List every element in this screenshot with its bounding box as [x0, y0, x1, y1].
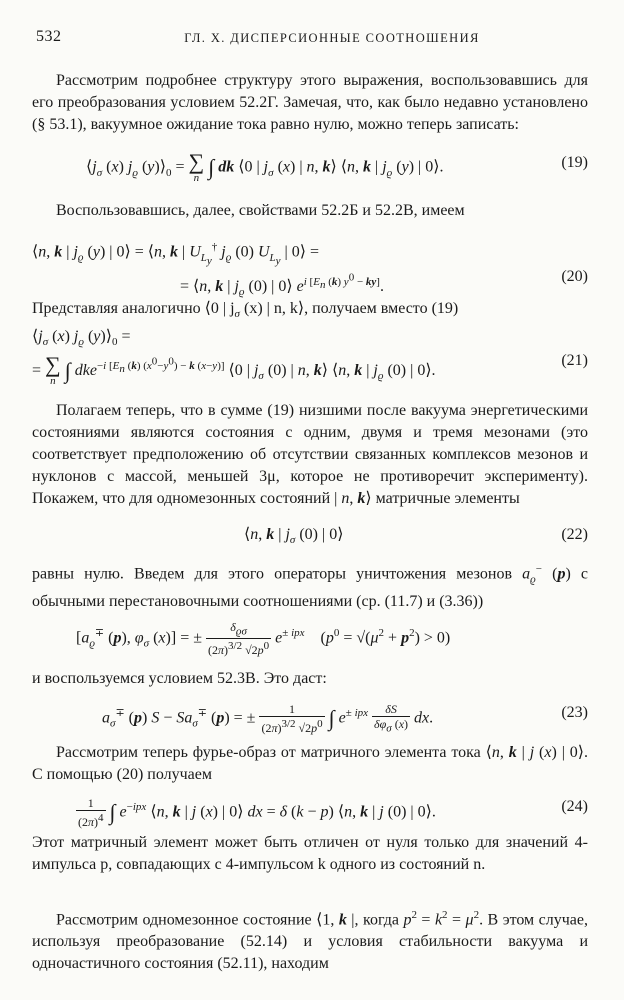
running-header	[0, 28, 624, 52]
paragraph-6: и воспользуемся условием 52.3В. Это даст:	[32, 670, 327, 687]
paragraph-9-tail: В этом случае, используя преобразование (52.14) и условия стабильности вакуума и одночастичного состояния (52.11), находим	[32, 911, 588, 973]
equation-number-22: (22)	[561, 526, 588, 543]
paragraph-9-text: Рассмотрим одномезонное состояние	[56, 911, 312, 929]
equation-number-21: (21)	[561, 352, 588, 369]
running-title: ГЛ. X. ДИСПЕРСИОННЫЕ СООТНОШЕНИЯ	[184, 31, 480, 45]
paragraph-1: Рассмотрим подробнее структуру этого выражения, воспользовавшись для его преобразования условием 52.2Г. Замечая, что, как было недавно установлено (§ 53.1), вакуумное ожидание тока равно нулю, можно теперь записать:	[32, 72, 588, 133]
equation-commutator-body: [$a_ϱ^\mp$ (p), $\varphi_\sigma$ (x)] = ± $\frac{\delta_{ϱ\sigma}}{(2\pi)^{3/2} √2p^0}$ $e^{\pm ipx}$ $(p^0 = √(\mu^2 + p^2) > 0)$	[76, 620, 451, 658]
paragraph-5-tail: с обычными перестановочными соотношениями (ср. (11.7) и (3.36))	[32, 565, 589, 610]
equation-number-20: (20)	[561, 268, 588, 285]
equation-23-body: $a_\sigma^\mp$ (p) $S - Sa_\sigma^\mp$ (p) = ± $\frac{1}{(2\pi)^{3/2} √2p^0}$ ∫ $e^{\pm ipx}$ $\frac{\delta S}{\delta\varphi_\sigma (x)}$ dx.	[102, 702, 434, 736]
equation-number-24: (24)	[561, 798, 588, 815]
equation-21-line-1-body: $⟨j_\sigma$ (x) $j_ϱ$ $(y)⟩_0$ =	[32, 328, 131, 349]
paragraph-5: равны нулю. Введем для этого операторы уничтожения мезонов $a_ϱ^-$ (p) с обычными перестановочными соотношениями (ср. (11.7) и (3.36))	[32, 563, 589, 610]
paragraph-7-tail: С помощью (20) получаем	[32, 766, 212, 783]
equation-22-body: ⟨n, k | $j_\sigma$ (0) | 0⟩	[244, 526, 344, 547]
paragraph-3-text: Представляя аналогично ⟨0 | j	[32, 300, 235, 317]
paragraph-5-text: равны нулю. Введем для этого операторы уничтожения мезонов	[32, 565, 513, 583]
equation-21-line-2-body: = ∑ n ∫ dke$^{-i [E_n (k) (x^0-y^0) - k (x-y)]}$ ⟨0 | $j_\sigma$ (0) | n, k⟩ ⟨n, k | $j_ϱ$ (0) | 0⟩.	[32, 352, 436, 388]
paragraph-3-tail: (x) | n, k⟩, получаем вместо (19)	[243, 300, 459, 317]
paragraph-2: Воспользовавшись, далее, свойствами 52.2Б и 52.2В, имеем	[56, 202, 465, 219]
page-number: 532	[36, 28, 62, 45]
equation-20-line-2-body: = ⟨n, k | $j_ϱ$ (0) | 0⟩ $e^{i [E_n (k) y^0 - ky]}$.	[180, 271, 384, 299]
equation-20-line-1-body: ⟨n, k | $j_ϱ$ (y) | 0⟩ = ⟨n, k | $U_{L_y}^\dagger$ $j_ϱ$ (0) $U_{L_y}$ | 0⟩ =	[32, 241, 320, 267]
paragraph-7: Рассмотрим теперь фурье-образ от матричного элемента тока ⟨n, k | j (x) | 0⟩. С помощью (20) получаем	[32, 744, 589, 783]
paragraph-8: Этот матричный элемент может быть отличен от нуля только для значений 4-импульса p, совпадающих с 4-импульсом k одного из состояний n.	[32, 834, 588, 873]
paragraph-9: Рассмотрим одномезонное состояние ⟨1, k |, когда $p^2 = k^2 = \mu^2$. В этом случае, используя преобразование (52.14) и условия стабильности вакуума и одночастичного состояния (52.11), находим	[32, 909, 588, 973]
equation-number-23: (23)	[561, 704, 588, 721]
paragraph-4-tail: матричные элементы	[375, 490, 520, 507]
paragraph-9-when: когда	[363, 911, 399, 929]
equation-24-body: $\frac{1}{(2\pi)^4}$ ∫ $e^{-ipx}$ ⟨n, k | j (x) | 0⟩ dx = δ (k − p) ⟨n, k | j (0) | 0⟩.	[78, 796, 436, 830]
paragraph-4-text: Полагаем теперь, что в сумме (19) низшими после вакуума энергетическими состояниями являются состояния с одним, двумя и тремя мезонами (это соответствует предположению об отсутствии связанных комплексов мезонов и нуклонов с массой, меньшей 3μ, которое не противоречит эксперименту). Покажем, что для одномезонных состояний	[32, 402, 588, 507]
equation-19-body: $⟨j_\sigma$ (x) $j_ϱ$ $(y)⟩_0$ = ∑ n ∫ dk ⟨0 | $j_\sigma$ (x) | n, k⟩ ⟨n, k | $j_ϱ$ (y) | 0⟩.	[86, 149, 444, 184]
paragraph-4: Полагаем теперь, что в сумме (19) низшими после вакуума энергетическими состояниями являются состояния с одним, двумя и тремя мезонами (это соответствует предположению об отсутствии связанных комплексов мезонов и нуклонов с массой, меньшей 3μ, которое не противоречит эксперименту). Покажем, что для одномезонных состояний | n, k⟩ матричные элементы	[32, 402, 588, 507]
paragraph-3-body: Представляя аналогично ⟨0 | $j_\sigma$ (x) | n, k⟩, получаем вместо (19)	[32, 300, 459, 321]
equation-number-19: (19)	[561, 154, 588, 171]
paragraph-7-text: Рассмотрим теперь фурье-образ от матричного элемента тока	[56, 744, 481, 761]
